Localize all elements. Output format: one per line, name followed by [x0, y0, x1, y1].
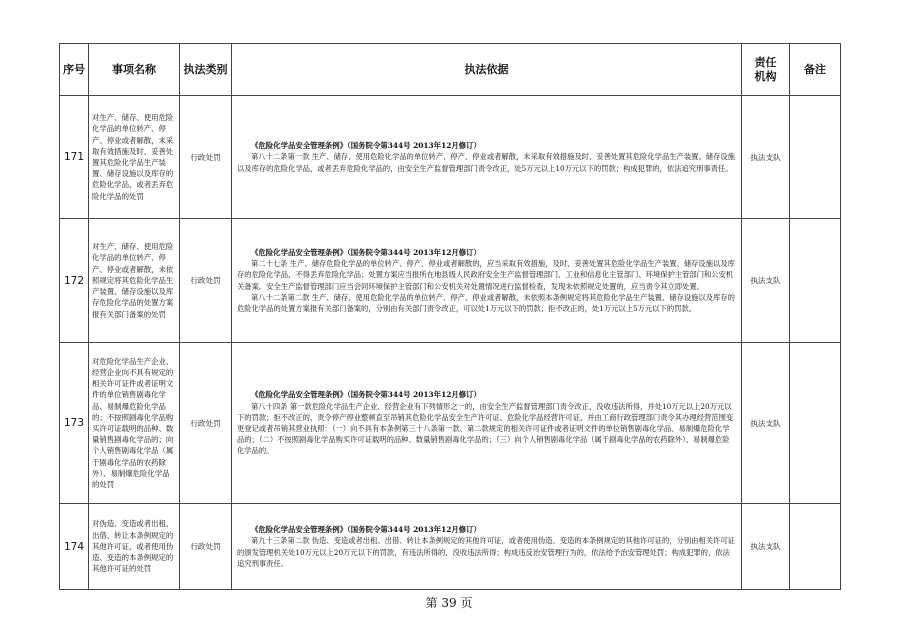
law-title: 《危险化学品安全管理条例》（国务院令第344号 2013年12月修订）	[251, 247, 481, 257]
row-org: 执法支队	[742, 343, 790, 504]
row-category: 行政处罚	[180, 504, 232, 590]
row-no: 173	[60, 343, 89, 504]
law-clause: 第八十四条 第一款危险化学品生产企业、经营企业有下列情形之一的，由安全生产监督管理部门责令改正，没收违法所得，并处10万元以上20万元以下的罚款；拒不改正的，责令停产停业整顿直至吊销其危险化学品安全生产许可证、危险化学品经营许可证，并由工商行政管理部门责令其办理经营范围变更登记或者吊销其营业执照：（一）向不具有本条例第三十八条第一款、第二款规定的相关许可证件或者证明文件的单位销售剧毒化学品、易制爆危险化学品的；（二）不按照剧毒化学品购买许可证载明的品种、数量销售剧毒化学品的；（三）向个人销售剧毒化学品（属于剧毒化学品的农药除外）、易制爆危险化学品的。	[237, 401, 734, 456]
row-no: 174	[60, 504, 89, 590]
law-title: 《危险化学品安全管理条例》（国务院令第344号 2013年12月修订）	[251, 141, 481, 151]
row-note	[790, 343, 841, 504]
row-name: 对伪造、变造或者出租、出借、转让本条例规定的其他许可证，或者使用伪造、变造的本条例规定的其他许可证的处罚	[89, 504, 180, 590]
law-title: 《危险化学品安全管理条例》（国务院令第344号 2013年12月修订）	[251, 525, 481, 535]
row-basis	[232, 343, 742, 504]
row-category: 行政处罚	[180, 96, 232, 219]
table-row	[60, 96, 841, 219]
row-basis	[232, 504, 742, 590]
header-org: 责任机构	[742, 44, 790, 96]
header-no: 序号	[60, 44, 89, 96]
row-org: 执法支队	[742, 219, 790, 343]
table-row	[60, 343, 841, 504]
table-row	[60, 504, 841, 590]
row-note	[790, 504, 841, 590]
enforcement-table	[59, 43, 841, 590]
row-name: 对生产、储存、使用危险化学品的单位转产、停产、停业或者解散，未采取有效措施及时、妥善处置其危险化学品生产装置、储存设施以及库存的危险化学品，或者丢弃危险化学品的处罚	[89, 96, 180, 219]
row-category: 行政处罚	[180, 219, 232, 343]
page-number: 第 39 页	[425, 596, 473, 610]
row-basis	[232, 219, 742, 343]
row-no: 172	[60, 219, 89, 343]
header-row	[60, 44, 841, 96]
table-row	[60, 219, 841, 343]
law-clause: 第八十二条第一款 生产、储存、使用危险化学品的单位转产、停产、停业或者解散，未采取有效措施及时、妥善处置其危险化学品生产装置、储存设施以及库存的危险化学品，或者丢弃危险化学品的，由安全生产监督管理部门责令改正，处5万元以上10万元以下的罚款；构成犯罪的，依法追究刑事责任。	[237, 152, 735, 173]
law-clause: 第二十七条 生产、储存危险化学品的单位转产、停产、停业或者解散的，应当采取有效措施，及时、妥善处置其危险化学品生产装置、储存设施以及库存的危险化学品，不得丢弃危险化学品；处置方案应当报所在地县级人民政府安全生产监督管理部门、工业和信息化主管部门、环境保护主管部门和公安机关备案。安全生产监督管理部门应当会同环境保护主管部门和公安机关对处置情况进行监督检查，发现未依照规定处置的，应当责令其立即处置。	[237, 259, 735, 291]
row-name: 对危险化学品生产企业、经营企业向不具有规定的相关许可证件或者证明文件的单位销售剧毒化学品、易制爆危险化学品的；不按照剧毒化学品购买许可证载明的品种、数量销售剧毒化学品的；向个人销售剧毒化学品（属于剧毒化学品的农药除外）、易制爆危险化学品的处罚	[89, 343, 180, 504]
row-category: 行政处罚	[180, 343, 232, 504]
law-clause: 第九十三条第二款 伪造、变造或者出租、出借、转让本条例规定的其他许可证，或者使用伪造、变造的本条例规定的其他许可证的，分别由相关许可证的颁发管理机关处10万元以上20万元以下的罚款，有违法所得的，没收违法所得；构成违反治安管理行为的，依法给予治安管理处罚；构成犯罪的，依法追究刑事责任。	[237, 536, 735, 568]
row-name: 对生产、储存、使用危险化学品的单位转产、停产、停业或者解散，未依照规定将其危险化学品生产装置、储存设施以及库存危险化学品的处置方案报有关部门备案的处罚	[89, 219, 180, 343]
row-basis	[232, 96, 742, 219]
header-note: 备注	[790, 44, 841, 96]
row-org: 执法支队	[742, 504, 790, 590]
law-title: 《危险化学品安全管理条例》（国务院令第344号 2013年12月修订）	[251, 390, 481, 400]
header-name: 事项名称	[89, 44, 180, 96]
law-clause: 第八十二条第二款 生产、储存、使用危险化学品的单位转产、停产、停业或者解散，未依照本条例规定将其危险化学品生产装置、储存设施以及库存的危险化学品的处置方案报有关部门备案的，分别由有关部门责令改正，可以处1万元以下的罚款；拒不改正的，处1万元以上5万元以下的罚款。	[237, 292, 735, 313]
row-org: 执法支队	[742, 96, 790, 219]
header-basis: 执法依据	[232, 44, 742, 96]
row-note	[790, 96, 841, 219]
row-no: 171	[60, 96, 89, 219]
header-category: 执法类别	[180, 44, 232, 96]
row-note	[790, 219, 841, 343]
